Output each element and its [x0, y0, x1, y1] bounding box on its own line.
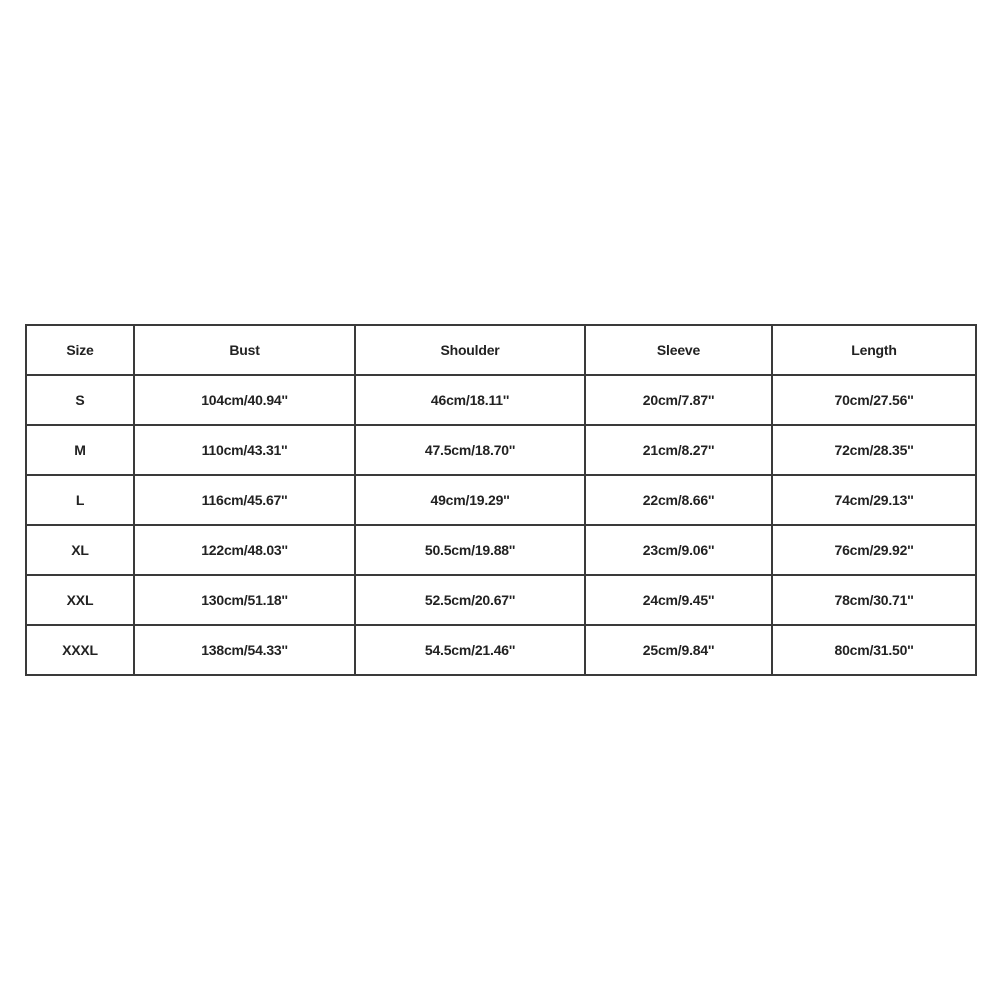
- table-row: [26, 575, 976, 625]
- table-row: [26, 375, 976, 425]
- cell-shoulder: 47.5cm/18.70'': [355, 425, 585, 475]
- cell-sleeve: 25cm/9.84'': [585, 625, 772, 675]
- cell-size: XXL: [26, 575, 134, 625]
- cell-size: L: [26, 475, 134, 525]
- table-row: [26, 475, 976, 525]
- cell-length: 74cm/29.13'': [772, 475, 976, 525]
- header-sleeve: Sleeve: [585, 325, 772, 375]
- table-row: [26, 625, 976, 675]
- cell-length: 72cm/28.35'': [772, 425, 976, 475]
- cell-bust: 110cm/43.31'': [134, 425, 355, 475]
- cell-sleeve: 20cm/7.87'': [585, 375, 772, 425]
- cell-sleeve: 24cm/9.45'': [585, 575, 772, 625]
- cell-shoulder: 52.5cm/20.67'': [355, 575, 585, 625]
- cell-bust: 138cm/54.33'': [134, 625, 355, 675]
- cell-shoulder: 50.5cm/19.88'': [355, 525, 585, 575]
- cell-size: XXXL: [26, 625, 134, 675]
- header-row: [26, 325, 976, 375]
- cell-shoulder: 49cm/19.29'': [355, 475, 585, 525]
- cell-bust: 104cm/40.94'': [134, 375, 355, 425]
- header-shoulder: Shoulder: [355, 325, 585, 375]
- cell-sleeve: 21cm/8.27'': [585, 425, 772, 475]
- cell-sleeve: 22cm/8.66'': [585, 475, 772, 525]
- cell-length: 76cm/29.92'': [772, 525, 976, 575]
- cell-shoulder: 54.5cm/21.46'': [355, 625, 585, 675]
- cell-bust: 122cm/48.03'': [134, 525, 355, 575]
- cell-length: 80cm/31.50'': [772, 625, 976, 675]
- cell-size: M: [26, 425, 134, 475]
- cell-size: XL: [26, 525, 134, 575]
- cell-size: S: [26, 375, 134, 425]
- table-row: [26, 425, 976, 475]
- header-length: Length: [772, 325, 976, 375]
- size-chart-table: [25, 324, 977, 676]
- table-row: [26, 525, 976, 575]
- cell-length: 78cm/30.71'': [772, 575, 976, 625]
- cell-length: 70cm/27.56'': [772, 375, 976, 425]
- cell-shoulder: 46cm/18.11'': [355, 375, 585, 425]
- header-bust: Bust: [134, 325, 355, 375]
- cell-sleeve: 23cm/9.06'': [585, 525, 772, 575]
- header-size: Size: [26, 325, 134, 375]
- cell-bust: 130cm/51.18'': [134, 575, 355, 625]
- cell-bust: 116cm/45.67'': [134, 475, 355, 525]
